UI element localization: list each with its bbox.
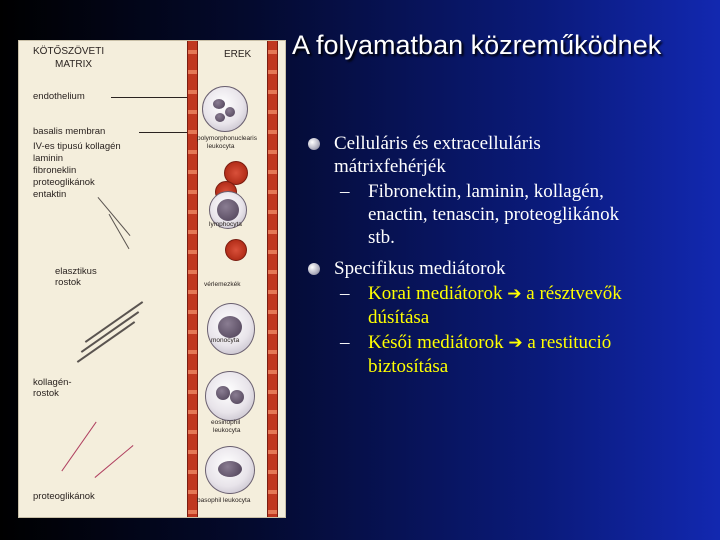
sub-item-text-2: enactin, tenascin, proteoglikánok	[368, 204, 620, 225]
vessel-wall-left	[187, 41, 198, 517]
right-arrow-icon: ➔	[507, 284, 522, 304]
label-basophil: basophil leukocyta	[197, 497, 251, 504]
label-kollagen-rostok-2: rostok	[33, 388, 59, 399]
figure-header-matrix-2: MATRIX	[55, 59, 93, 70]
sub-item-highlight-2: a résztvevők	[526, 283, 622, 304]
bullet-list	[306, 132, 711, 378]
label-lymphocyta: lymphocyta	[209, 221, 242, 228]
sub-item-protein-list	[306, 180, 711, 249]
round-bullet-icon	[308, 263, 320, 275]
label-kollagen-iv: IV-es tipusú kollagén	[33, 141, 121, 152]
label-elasztikus: elasztikus	[55, 266, 97, 277]
dash-bullet-icon: –	[340, 181, 350, 202]
sub-item-highlight: Korai mediátorok	[368, 283, 503, 304]
proteoglycan-fiber	[61, 422, 96, 472]
sub-item-text: Fibronektin, laminin, kollagén,	[368, 181, 604, 202]
label-fibronektin: fibroneklin	[33, 165, 77, 176]
bullet-item-mediators	[306, 257, 711, 280]
bullet-text: Specifikus mediátorok	[334, 258, 506, 279]
figure-header-matrix: KÖTŐSZÖVETI	[33, 46, 105, 57]
bullet-item-matrix-proteins	[306, 132, 711, 178]
label-eosinophil-2: leukocyta	[213, 427, 241, 434]
red-blood-cell	[225, 239, 247, 261]
sub-item-highlight-2: a restitució	[527, 332, 612, 353]
eosinophil-cell	[205, 371, 255, 421]
figure-header-vessels: EREK	[224, 49, 252, 60]
leader-line	[139, 132, 191, 133]
right-arrow-icon: ➔	[508, 333, 523, 353]
dash-bullet-icon: –	[340, 332, 350, 353]
label-eosinophil: eosinophil	[211, 419, 241, 426]
proteoglycan-fiber	[95, 445, 134, 478]
neutrophil-cell	[202, 86, 248, 132]
sub-item-text-3: stb.	[368, 227, 395, 248]
label-endothelium: endothelium	[33, 91, 85, 102]
label-pmn: polymorphonuclearis	[197, 135, 257, 142]
collagen-fiber	[81, 311, 139, 353]
leader-line	[111, 97, 191, 98]
sub-item-highlight-3: biztosítása	[368, 356, 449, 377]
bullet-text: Celluláris és extracelluláris	[334, 133, 541, 154]
bullet-text-continued: mátrixfehérjék	[334, 156, 446, 177]
label-entaktin: entaktin	[33, 189, 67, 200]
vessel-wall-right	[267, 41, 278, 517]
label-laminin: laminin	[33, 153, 64, 164]
sub-item-highlight-3: dúsítása	[368, 307, 430, 328]
round-bullet-icon	[308, 138, 320, 150]
label-monocyta: monocyta	[211, 337, 240, 344]
label-proteoglikanok-bottom: proteoglikánok	[33, 491, 95, 502]
sub-item-early-mediators	[306, 282, 711, 329]
elastic-fiber	[98, 197, 131, 236]
label-verlemezkek: vérlemezkék	[204, 281, 241, 288]
sub-item-highlight: Késői mediátorok	[368, 332, 504, 353]
monocyte-cell	[207, 303, 255, 355]
dash-bullet-icon: –	[340, 283, 350, 304]
label-kollagen-rostok: kollagén-	[33, 377, 72, 388]
label-basalis-membran: basalis membran	[33, 126, 106, 137]
label-proteoglikanok: proteoglikánok	[33, 177, 95, 188]
tissue-illustration	[18, 40, 286, 518]
sub-item-late-mediators	[306, 331, 711, 378]
slide-title: A folyamatban közreműködnek	[292, 30, 662, 60]
basophil-cell	[205, 446, 255, 494]
label-pmn-2: leukocyta	[207, 143, 235, 150]
label-elasztikus-rostok: rostok	[55, 277, 81, 288]
